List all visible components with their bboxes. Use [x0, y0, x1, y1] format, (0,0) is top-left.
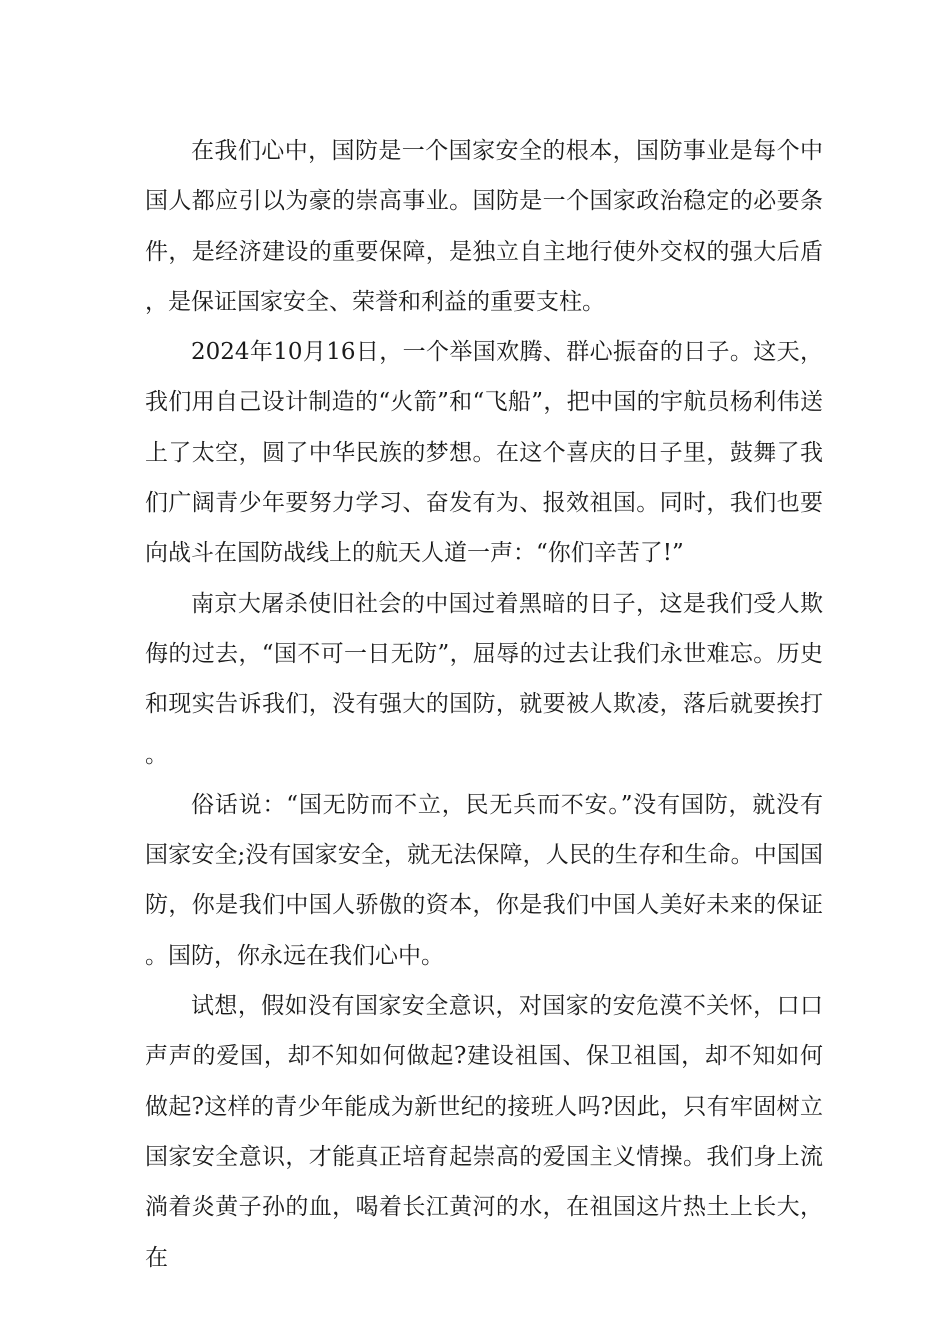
paragraph-security-awareness: 试想，假如没有国家安全意识，对国家的安危漠不关怀，口口声声的爱国，却不知如何做起?建设祖国、保卫祖国，却不知如何做起?这样的青少年能成为新世纪的接班人吗?因此，只有牢固树立国家安全意识，才能真正培育起崇高的爱国主义情操。我们身上流淌着炎黄子孙的血，喝着长江黄河的水，在祖国这片热土上长大，在 [145, 993, 823, 1271]
paragraph-nanjing-history: 南京大屠杀使旧社会的中国过着黑暗的日子，这是我们受人欺侮的过去，“国不可一日无防”，屈辱的过去让我们永世难忘。历史和现实告诉我们，没有强大的国防，就要被人欺凌，落后就要挨打。 [145, 590, 823, 768]
paragraph-space-launch: 2024年10月16日，一个举国欢腾、群心振奋的日子。这天，我们用自己设计制造的“火箭”和“飞船”，把中国的宇航员杨利伟送上了太空，圆了中华民族的梦想。在这个喜庆的日子里，鼓舞了我们广阔青少年要努力学习、奋发有为、报效祖国。同时，我们也要向战斗在国防战线上的航天人道一声：“你们辛苦了!” [145, 339, 823, 567]
paragraph-national-defense-importance: 在我们心中，国防是一个国家安全的根本，国防事业是每个中国人都应引以为豪的崇高事业。国防是一个国家政治稳定的必要条件，是经济建设的重要保障，是独立自主地行使外交权的强大后盾，是保证国家安全、荣誉和利益的重要支柱。 [145, 138, 823, 315]
document-body [145, 126, 823, 1283]
paragraph-proverb: 俗话说：“国无防而不立，民无兵而不安。”没有国防，就没有国家安全;没有国家安全，就无法保障，人民的生存和生命。中国国防，你是我们中国人骄傲的资本，你是我们中国人美好未来的保证。国防，你永远在我们心中。 [145, 791, 823, 969]
